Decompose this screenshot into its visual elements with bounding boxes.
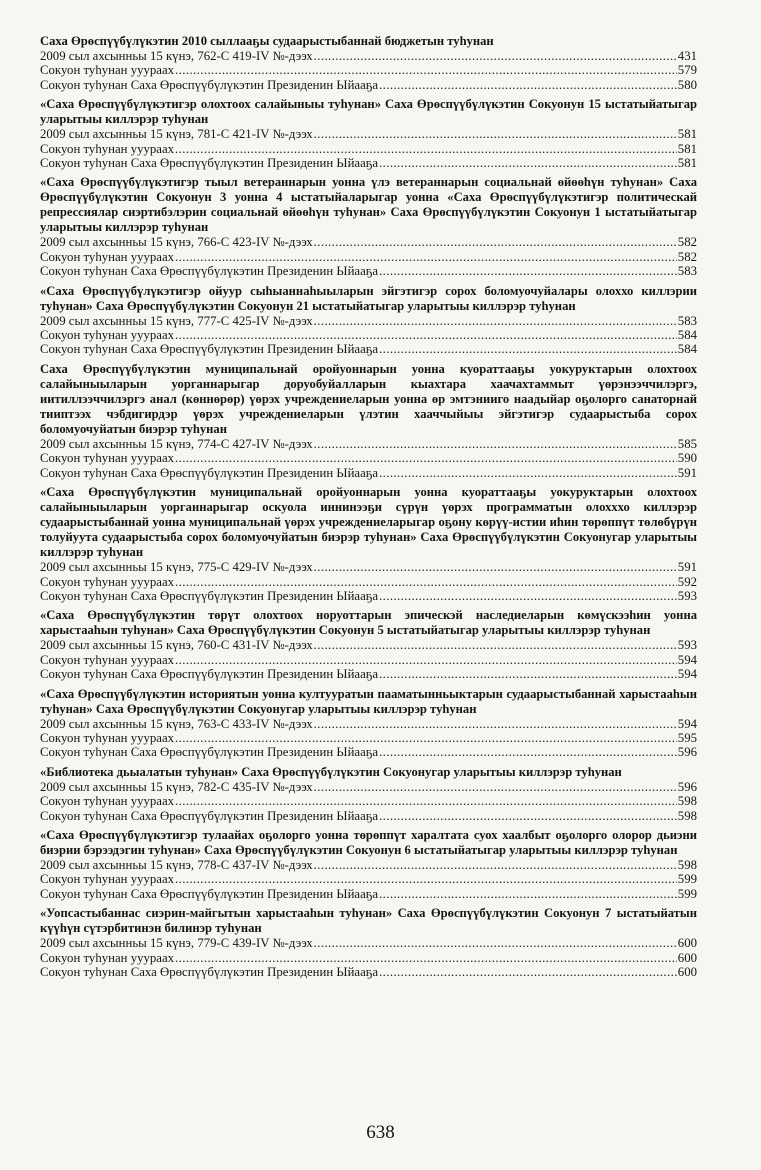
dot-leader bbox=[379, 809, 677, 823]
toc-entry bbox=[40, 687, 697, 760]
dot-leader bbox=[314, 49, 677, 63]
toc-line-page: 600 bbox=[677, 936, 697, 951]
toc-line bbox=[40, 250, 697, 264]
toc-line bbox=[40, 78, 697, 92]
toc-line bbox=[40, 780, 697, 794]
toc-line-page: 584 bbox=[677, 342, 697, 357]
toc-line-page: 583 bbox=[677, 313, 697, 328]
entry-title: Саха Өрөспүүбүлүкэтин муниципальнай оройуоннарын уонна куораттааҕы уокуруктарын олохтоох салайыныыларын уорганнарыгар доруобуйалларын кыахтара хаачахтаммыт үөрэнээччилэргэ, иитиллээччилэргэ анал (көннөрөр) үөрэх учреждениеларын уонна өр эмтэнииго наадыйар оҕолорго санаторнай тииптээх чэбдигирдэр үөрэх учреждениеларын үлэтин хааччыйыы эйгэтигэр судаарыстыба сорох боломуочуйатын биэрэр туһунан bbox=[40, 361, 697, 436]
toc-line bbox=[40, 314, 697, 328]
toc-line bbox=[40, 49, 697, 63]
toc-line-label: Сокуон туһунан Саха Өрөспүүбүлүкэтин Президенин Ыйааҕа bbox=[40, 965, 379, 979]
dot-leader bbox=[314, 437, 677, 451]
toc-line bbox=[40, 575, 697, 589]
toc-line bbox=[40, 466, 697, 480]
toc-line bbox=[40, 156, 697, 170]
toc-line bbox=[40, 235, 697, 249]
toc-line-page: 581 bbox=[677, 141, 697, 156]
toc-line bbox=[40, 731, 697, 745]
entry-title: «Саха Өрөспүүбүлүкэтигэр тулаайах оҕолорго уонна төрөппүт харалтата суох хаалбыт оҕолорго олорор дьиэни биэрии бэрээдэгин туһунан» Саха Өрөспүүбүлүкэтин Сокуонун 6 ыстатыйатыгар уларытыы киллэрэр туһунан bbox=[40, 827, 697, 857]
toc-line-label: 2009 сыл ахсынньы 15 күнэ, 779-С 439-IV №-дээх bbox=[40, 936, 313, 951]
toc-line-label: 2009 сыл ахсынньы 15 күнэ, 775-С 429-IV №-дээх bbox=[40, 560, 313, 575]
toc-entry bbox=[40, 34, 697, 92]
entry-title: «Саха Өрөспүүбүлүкэтин историятын уонна култууратын пааматынньыктарын судаарыстыбаннай харыстааһын туһунан» Саха Өрөспүүбүлүкэтин Сокуонугар уларытыы киллэрэр туһунан bbox=[40, 686, 697, 716]
toc-line bbox=[40, 451, 697, 465]
dot-leader bbox=[175, 575, 677, 589]
toc-entry bbox=[40, 97, 697, 170]
entry-title: «Саха Өрөспүүбүлүкэтин төрүт олохтоох норуоттарын эпическэй наследиеларын көмүскээһин уонна харыстааһын туһунан» Саха Өрөспүүбүлүкэтин Сокуонун 5 ыстатыйатыгар уларытыы киллэрэр туһунан bbox=[40, 608, 697, 638]
toc-line-label: Сокуон туһунан Саха Өрөспүүбүлүкэтин Президенин Ыйааҕа bbox=[40, 588, 379, 603]
toc-line-page: 594 bbox=[677, 716, 697, 731]
toc-line-label: 2009 сыл ахсынньы 15 күнэ, 763-С 433-IV №-дээх bbox=[40, 716, 313, 731]
toc-line bbox=[40, 264, 697, 278]
toc-line bbox=[40, 794, 697, 808]
dot-leader bbox=[175, 328, 677, 342]
toc-line-page: 594 bbox=[677, 652, 697, 667]
toc-line bbox=[40, 809, 697, 823]
dot-leader bbox=[379, 887, 677, 901]
dot-leader bbox=[379, 667, 677, 681]
toc-line-label: Сокуон туһунан Саха Өрөспүүбүлүкэтин Президенин Ыйааҕа bbox=[40, 465, 379, 480]
toc-line bbox=[40, 560, 697, 574]
dot-leader bbox=[379, 78, 677, 92]
toc-line bbox=[40, 127, 697, 141]
toc-line-page: 585 bbox=[677, 436, 697, 451]
toc-entry bbox=[40, 485, 697, 603]
table-of-contents bbox=[40, 34, 697, 979]
dot-leader bbox=[175, 451, 677, 465]
toc-line-label: Сокуон туһунан Саха Өрөспүүбүлүкэтин Президенин Ыйааҕа bbox=[40, 77, 379, 92]
toc-line bbox=[40, 142, 697, 156]
toc-line-page: 584 bbox=[677, 328, 697, 343]
entry-title: «Библиотека дьыалатын туһунан» Саха Өрөспүүбүлүкэтин Сокуонугар уларытыы киллэрэр туһунан bbox=[40, 764, 622, 779]
toc-line bbox=[40, 653, 697, 667]
toc-line bbox=[40, 965, 697, 979]
toc-entry bbox=[40, 608, 697, 681]
toc-line-page: 579 bbox=[677, 63, 697, 78]
toc-line-label: Сокуон туһунан ууураах bbox=[40, 652, 175, 667]
toc-entry bbox=[40, 175, 697, 278]
toc-line-label: Сокуон туһунан ууураах bbox=[40, 730, 175, 745]
toc-line-page: 593 bbox=[677, 638, 697, 653]
toc-line-page: 431 bbox=[677, 49, 697, 63]
toc-line-label: Сокуон туһунан ууураах bbox=[40, 141, 175, 156]
toc-line-label: Сокуон туһунан ууураах bbox=[40, 451, 175, 466]
toc-line bbox=[40, 717, 697, 731]
toc-line-page: 599 bbox=[677, 886, 697, 901]
toc-line-page: 591 bbox=[677, 560, 697, 575]
toc-line bbox=[40, 887, 697, 901]
dot-leader bbox=[314, 858, 677, 872]
dot-leader bbox=[175, 794, 677, 808]
dot-leader bbox=[175, 142, 677, 156]
toc-line-label: Сокуон туһунан Саха Өрөспүүбүлүкэтин Президенин Ыйааҕа bbox=[40, 808, 379, 823]
toc-line bbox=[40, 951, 697, 965]
toc-line-label: Сокуон туһунан Саха Өрөспүүбүлүкэтин Президенин Ыйааҕа bbox=[40, 745, 379, 760]
entry-title: Саха Өрөспүүбүлүкэтин 2010 сыллааҕы судаарыстыбаннай бюджетын туһунан bbox=[40, 34, 494, 48]
toc-line-page: 581 bbox=[677, 156, 697, 171]
toc-entry bbox=[40, 362, 697, 480]
toc-line-label: 2009 сыл ахсынньы 15 күнэ, 766-С 423-IV №-дээх bbox=[40, 235, 313, 250]
toc-line-page: 600 bbox=[677, 965, 697, 979]
toc-line-label: Сокуон туһунан ууураах bbox=[40, 574, 175, 589]
toc-line bbox=[40, 63, 697, 77]
toc-line bbox=[40, 936, 697, 950]
toc-line-label: Сокуон туһунан ууураах bbox=[40, 872, 175, 887]
dot-leader bbox=[314, 717, 677, 731]
toc-line-label: 2009 сыл ахсынньы 15 күнэ, 760-С 431-IV №-дээх bbox=[40, 638, 313, 653]
toc-line-page: 598 bbox=[677, 857, 697, 872]
entry-title: «Саха Өрөспүүбүлүкэтигэр тыыл ветераннарын уонна үлэ ветераннарын социальнай өйөөһүн туһунан» Саха Өрөспүүбүлүкэтин Сокуонун 3 уонна 4 ыстатыйаларыгар уонна «Саха Өрөспүүбүлүкэтигэр политическай репрессиялар сиэртибэлэрин социальнай өйөөһүн туһунан» Саха Өрөспүүбүлүкэтин Сокуонун 1 ыстатыйатыгар уларытыы киллэрэр туһунан bbox=[40, 175, 697, 235]
toc-line-label: Сокуон туһунан Саха Өрөспүүбүлүкэтин Президенин Ыйааҕа bbox=[40, 667, 379, 682]
dot-leader bbox=[379, 264, 677, 278]
dot-leader bbox=[314, 638, 677, 652]
toc-line-page: 590 bbox=[677, 451, 697, 466]
toc-line bbox=[40, 328, 697, 342]
toc-line bbox=[40, 858, 697, 872]
toc-line-page: 581 bbox=[677, 127, 697, 142]
dot-leader bbox=[175, 250, 677, 264]
toc-line bbox=[40, 638, 697, 652]
toc-line bbox=[40, 745, 697, 759]
entry-title: «Саха Өрөспүүбүлүкэтигэр олохтоох салайыныы туһунан» Саха Өрөспүүбүлүкэтин Сокуонун 15 ыстатыйатыгар уларытыы киллэрэр туһунан bbox=[40, 97, 697, 127]
toc-line-label: Сокуон туһунан Саха Өрөспүүбүлүкэтин Президенин Ыйааҕа bbox=[40, 886, 379, 901]
toc-line-page: 583 bbox=[677, 264, 697, 279]
toc-entry bbox=[40, 284, 697, 357]
toc-line bbox=[40, 667, 697, 681]
toc-line bbox=[40, 589, 697, 603]
toc-line-label: 2009 сыл ахсынньы 15 күнэ, 762-С 419-IV №-дээх bbox=[40, 49, 313, 63]
toc-line-label: Сокуон туһунан ууураах bbox=[40, 794, 175, 809]
dot-leader bbox=[314, 127, 677, 141]
dot-leader bbox=[379, 589, 677, 603]
page-number: 638 bbox=[366, 1122, 395, 1143]
dot-leader bbox=[175, 653, 677, 667]
toc-line bbox=[40, 437, 697, 451]
toc-line-page: 598 bbox=[677, 808, 697, 823]
toc-line bbox=[40, 872, 697, 886]
entry-title: «Саха Өрөспүүбүлүкэтин муниципальнай оройуоннарын уонна куораттааҕы уокуруктарын олохтоох салайыныыларын уорганнарыгар оскуола иннинээҕи сүрүн үөрэх программатын олохххо киллэрэр судаарыстыбаннай уонна муниципальнай үөрэх учреждениеларыгар оҕону көрүү-истии иһин төрөппүт төлөбүрүн толуйуута судаарыстыба сорох боломуочуйатын биэрэр туһунан» Саха Өрөспүүбүлүкэтин Сокуонугар уларытыы киллэрэр туһунан bbox=[40, 485, 697, 560]
dot-leader bbox=[314, 314, 677, 328]
dot-leader bbox=[379, 745, 677, 759]
entry-title: «Саха Өрөспүүбүлүкэтигэр ойуур сыһыаннаһыыларын эйгэтигэр сорох боломуочуйалары олоххо киллэрии туһунан» Саха Өрөспүүбүлүкэтин Сокуонун 21 ыстатыйатыгар уларытыы киллэрэр туһунан bbox=[40, 283, 697, 313]
dot-leader bbox=[314, 936, 677, 950]
toc-entry bbox=[40, 765, 697, 823]
toc-line-page: 595 bbox=[677, 730, 697, 745]
dot-leader bbox=[379, 342, 677, 356]
toc-line-label: 2009 сыл ахсынньы 15 күнэ, 777-С 425-IV №-дээх bbox=[40, 313, 313, 328]
toc-line-page: 580 bbox=[677, 77, 697, 92]
toc-line-label: Сокуон туһунан ууураах bbox=[40, 328, 175, 343]
dot-leader bbox=[379, 466, 677, 480]
dot-leader bbox=[175, 951, 677, 965]
toc-line-page: 582 bbox=[677, 249, 697, 264]
toc-line-page: 596 bbox=[677, 779, 697, 794]
toc-line-label: Сокуон туһунан ууураах bbox=[40, 63, 175, 78]
dot-leader bbox=[314, 780, 677, 794]
dot-leader bbox=[379, 156, 677, 170]
dot-leader bbox=[314, 235, 677, 249]
toc-line-label: Сокуон туһунан Саха Өрөспүүбүлүкэтин Президенин Ыйааҕа bbox=[40, 342, 379, 357]
dot-leader bbox=[175, 872, 677, 886]
toc-line-label: 2009 сыл ахсынньы 15 күнэ, 782-С 435-IV №-дээх bbox=[40, 779, 313, 794]
entry-title: «Уопсастыбаннас сиэрин-майгытын харыстааһын туһунан» Саха Өрөспүүбүлүкэтин Сокуонун 7 ыстатыйатын күүһүн сүтэрбитинэн билинэр туһунан bbox=[40, 906, 697, 936]
toc-line-label: 2009 сыл ахсынньы 15 күнэ, 778-С 437-IV №-дээх bbox=[40, 857, 313, 872]
toc-line-label: Сокуон туһунан Саха Өрөспүүбүлүкэтин Президенин Ыйааҕа bbox=[40, 264, 379, 279]
toc-line-page: 582 bbox=[677, 235, 697, 250]
toc-line-label: Сокуон туһунан Саха Өрөспүүбүлүкэтин Президенин Ыйааҕа bbox=[40, 156, 379, 171]
toc-entry bbox=[40, 906, 697, 979]
toc-line-label: 2009 сыл ахсынньы 15 күнэ, 774-С 427-IV №-дээх bbox=[40, 436, 313, 451]
toc-line-page: 594 bbox=[677, 667, 697, 682]
dot-leader bbox=[314, 560, 677, 574]
toc-line-label: 2009 сыл ахсынньы 15 күнэ, 781-С 421-IV №-дээх bbox=[40, 127, 313, 142]
toc-line-label: Сокуон туһунан ууураах bbox=[40, 249, 175, 264]
dot-leader bbox=[175, 731, 677, 745]
toc-line bbox=[40, 342, 697, 356]
toc-line-page: 596 bbox=[677, 745, 697, 760]
toc-line-page: 591 bbox=[677, 465, 697, 480]
toc-line-page: 599 bbox=[677, 872, 697, 887]
toc-line-label: Сокуон туһунан ууураах bbox=[40, 950, 175, 965]
toc-line-page: 598 bbox=[677, 794, 697, 809]
toc-line-page: 600 bbox=[677, 950, 697, 965]
dot-leader bbox=[379, 965, 677, 979]
dot-leader bbox=[175, 63, 677, 77]
toc-line-page: 592 bbox=[677, 574, 697, 589]
toc-entry bbox=[40, 828, 697, 901]
toc-line-page: 593 bbox=[677, 588, 697, 603]
